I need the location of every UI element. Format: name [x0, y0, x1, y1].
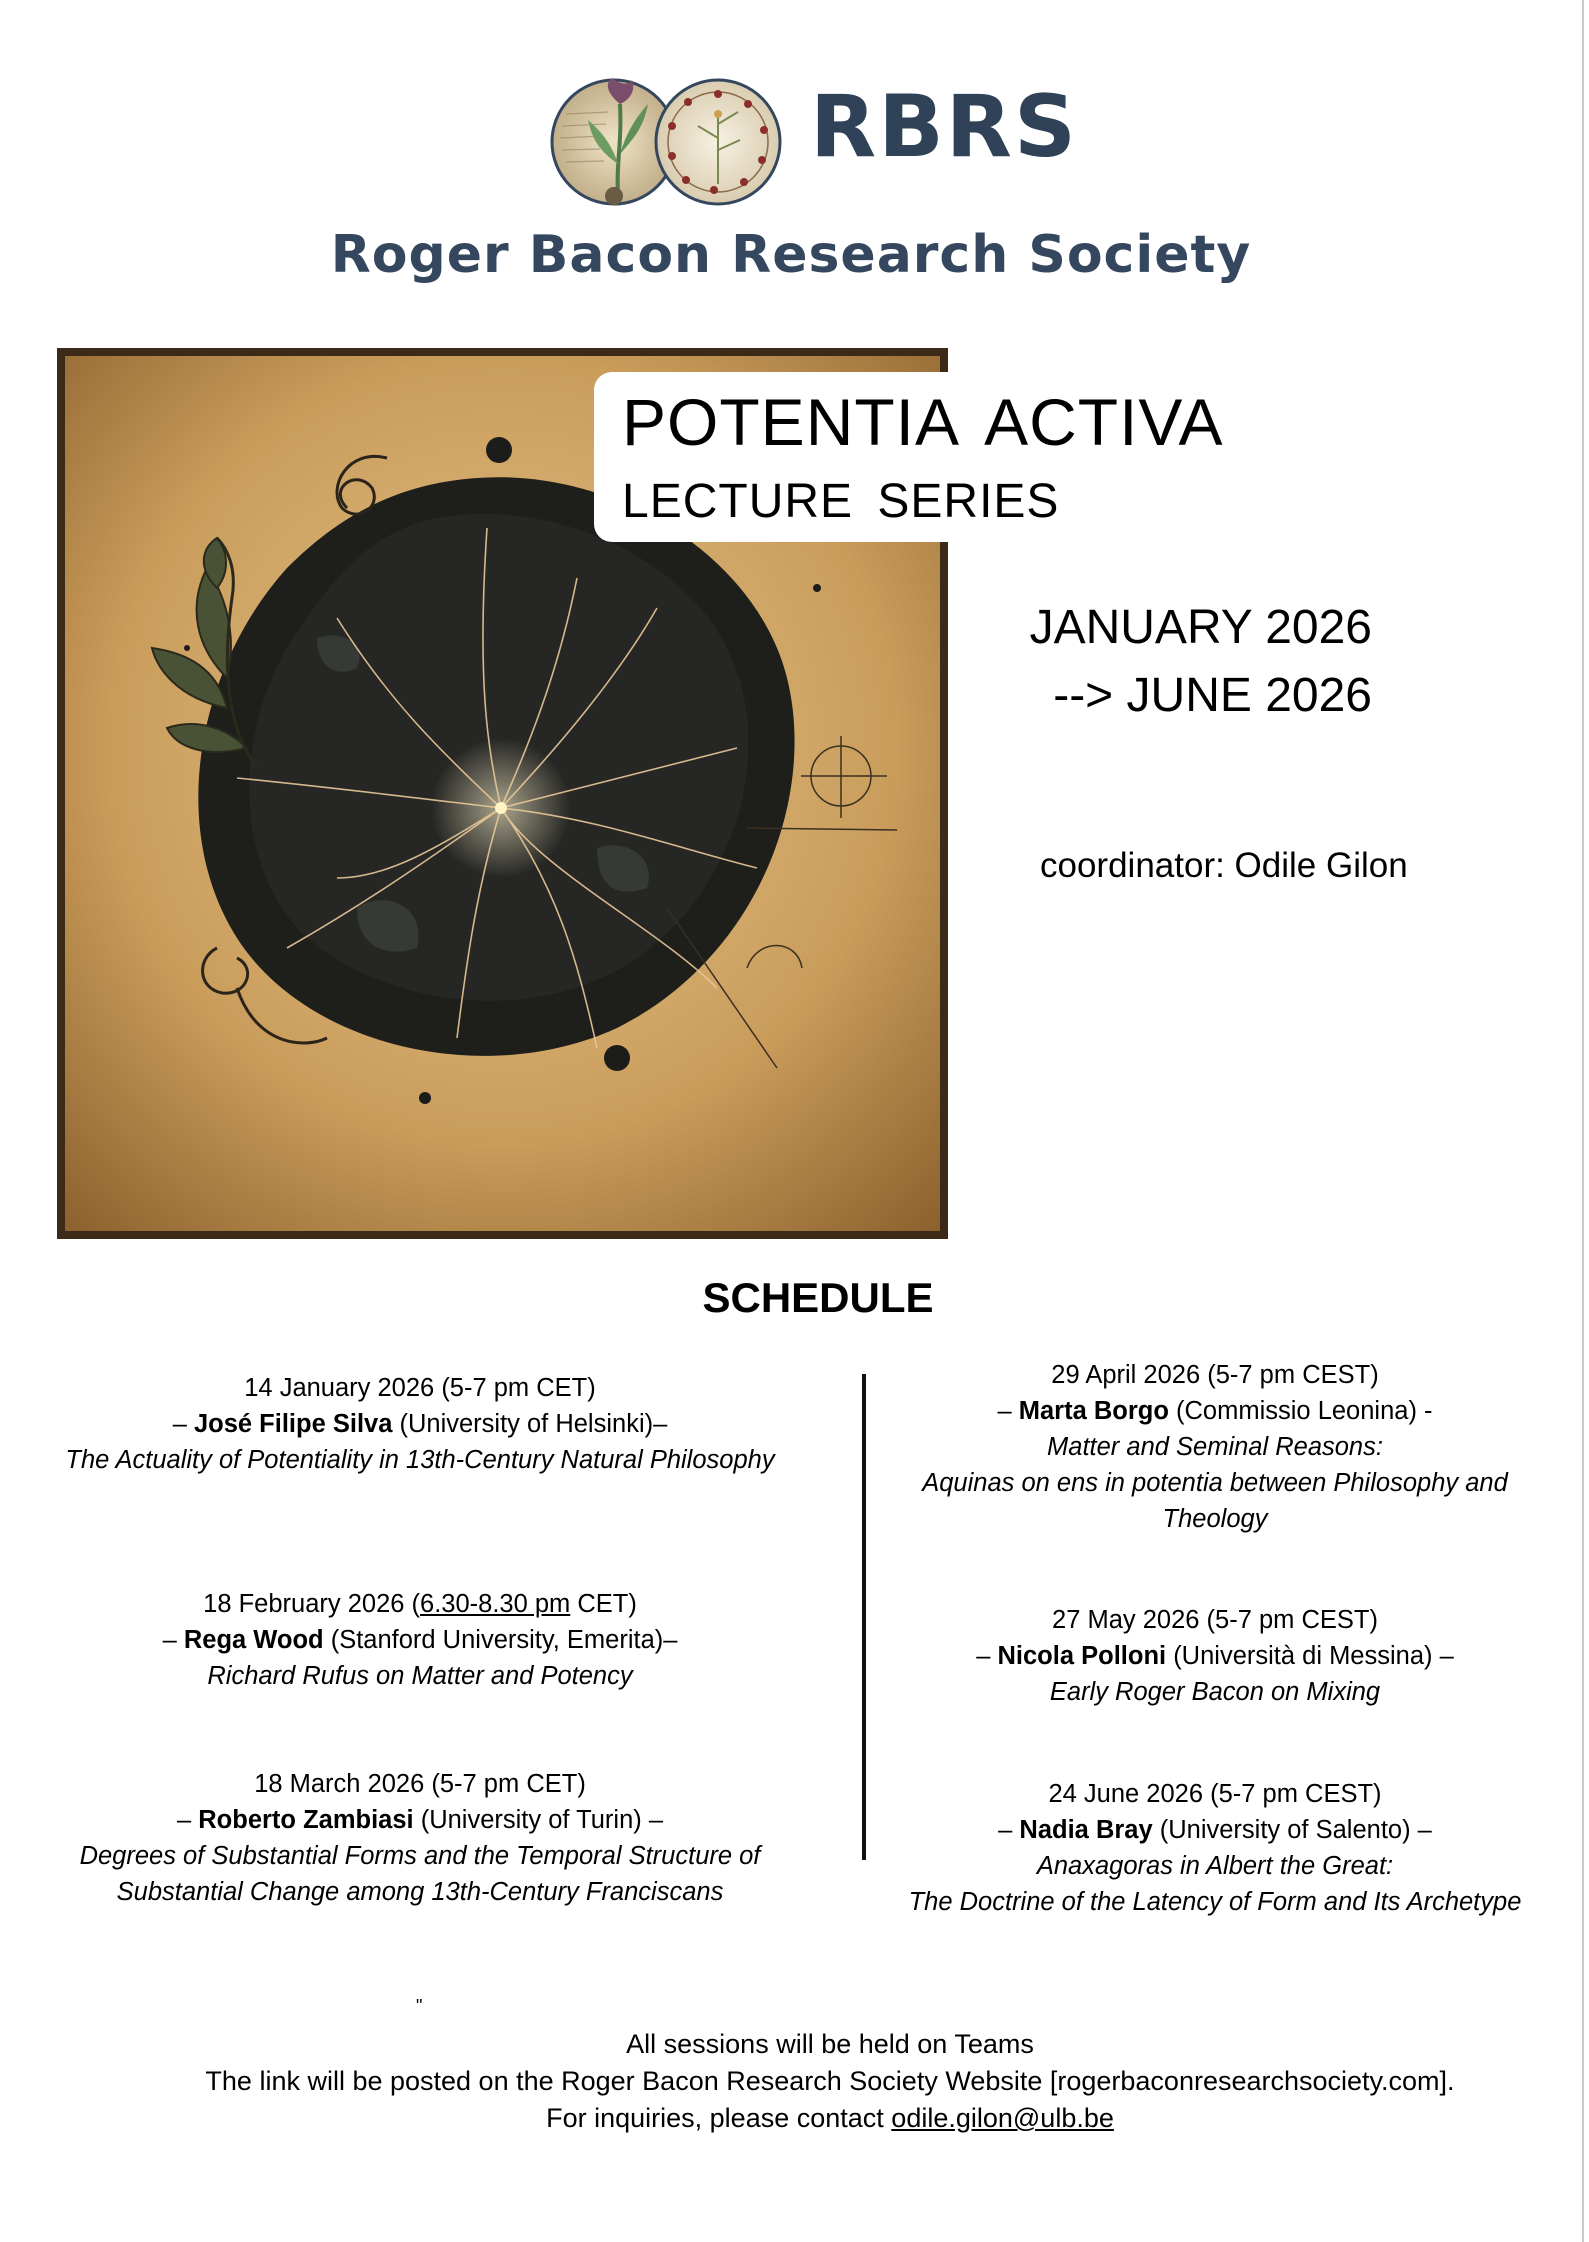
- contact-email-link[interactable]: odile.gilon@ulb.be: [891, 2103, 1114, 2133]
- session-speaker-line: – Roberto Zambiasi (University of Turin) –: [176, 1806, 664, 1834]
- speaker-name: Nicola Polloni: [997, 1642, 1167, 1670]
- speaker-name: Nadia Bray: [1019, 1816, 1153, 1844]
- speaker-name: Rega Wood: [183, 1626, 324, 1654]
- speaker-name: Roberto Zambiasi: [198, 1806, 414, 1834]
- series-title: POTENTIA ACTIVA: [622, 385, 1224, 459]
- date-range-end: --> JUNE 2026: [1053, 669, 1372, 722]
- date-range: [1012, 594, 1372, 730]
- speaker-affiliation: (Commissio Leonina) -: [1168, 1397, 1433, 1425]
- date-range-start: JANUARY 2026: [1029, 601, 1372, 654]
- footer-teams-note: All sessions will be held on Teams: [626, 2029, 1034, 2059]
- speaker-affiliation: (University of Helsinki)–: [392, 1410, 668, 1438]
- lecture-title-cont: Substantial Change among 13th-Century Franciscans: [116, 1878, 724, 1906]
- session-date: 27 May 2026 (5-7 pm CEST): [1052, 1606, 1378, 1634]
- lecture-title: Matter and Seminal Reasons:: [1047, 1433, 1383, 1461]
- lecture-title: Richard Rufus on Matter and Potency: [207, 1662, 633, 1690]
- speaker-name: Marta Borgo: [1018, 1397, 1169, 1425]
- column-divider: [862, 1374, 866, 1860]
- lecture-title: Anaxagoras in Albert the Great:: [1036, 1852, 1394, 1880]
- lecture-title-cont: The Doctrine of the Latency of Form and Its Archetype: [908, 1888, 1522, 1916]
- session-speaker-line: – Nadia Bray (University of Salento) –: [998, 1816, 1432, 1844]
- lecture-title: Early Roger Bacon on Mixing: [1049, 1678, 1381, 1706]
- speaker-affiliation: (Università di Messina) –: [1166, 1642, 1454, 1670]
- rbrs-logo: [548, 64, 788, 218]
- page-edge: [1582, 0, 1584, 2242]
- lecture-title: The Actuality of Potentiality in 13th-Century Natural Philosophy: [65, 1446, 775, 1474]
- session-left-3: [20, 1766, 820, 1910]
- speaker-affiliation: (Stanford University, Emerita)–: [323, 1626, 678, 1654]
- lecture-title-cont: Aquinas on ens in potentia between Philosophy and Theology: [922, 1469, 1508, 1533]
- session-right-1: [880, 1357, 1550, 1537]
- speaker-affiliation: (University of Salento) –: [1152, 1816, 1432, 1844]
- footer-website-note: The link will be posted on the Roger Bacon Research Society Website [rogerbaconresearchsociety.com].: [205, 2066, 1455, 2096]
- session-right-3: [880, 1776, 1550, 1920]
- session-left-1: [20, 1370, 820, 1478]
- session-speaker-line: – Marta Borgo (Commissio Leonina) -: [997, 1397, 1433, 1425]
- session-date: 24 June 2026 (5-7 pm CEST): [1048, 1780, 1382, 1808]
- session-right-2: [880, 1602, 1550, 1710]
- session-date: 18 February 2026 (6.30-8.30 pm CET): [203, 1590, 637, 1618]
- schedule-heading: SCHEDULE: [702, 1274, 934, 1321]
- footer-contact-line: For inquiries, please contact odile.gilon@ulb.be: [546, 2103, 1114, 2133]
- session-time-underlined: 6.30-8.30 pm: [420, 1590, 571, 1618]
- brand-acronym: RBRS: [810, 77, 1078, 177]
- speaker-name: José Filipe Silva: [193, 1410, 393, 1438]
- stray-quote-mark: ": [416, 1996, 423, 2016]
- session-speaker-line: – Rega Wood (Stanford University, Emerita)–: [162, 1626, 678, 1654]
- coordinator: coordinator: Odile Gilon: [1040, 846, 1408, 885]
- footer: [0, 2026, 1589, 2137]
- session-speaker-line: – Nicola Polloni (Università di Messina) –: [976, 1642, 1454, 1670]
- society-name: Roger Bacon Research Society: [330, 225, 1252, 285]
- session-speaker-line: – José Filipe Silva (University of Helsinki)–: [172, 1410, 668, 1438]
- speaker-affiliation: (University of Turin) –: [413, 1806, 664, 1834]
- session-date: 29 April 2026 (5-7 pm CEST): [1051, 1361, 1379, 1389]
- series-subtitle: LECTURE SERIES: [622, 475, 1060, 528]
- session-date: 14 January 2026 (5-7 pm CET): [244, 1374, 596, 1402]
- lecture-title: Degrees of Substantial Forms and the Temporal Structure of: [79, 1842, 761, 1870]
- session-left-2: [20, 1586, 820, 1694]
- session-date: 18 March 2026 (5-7 pm CET): [254, 1770, 586, 1798]
